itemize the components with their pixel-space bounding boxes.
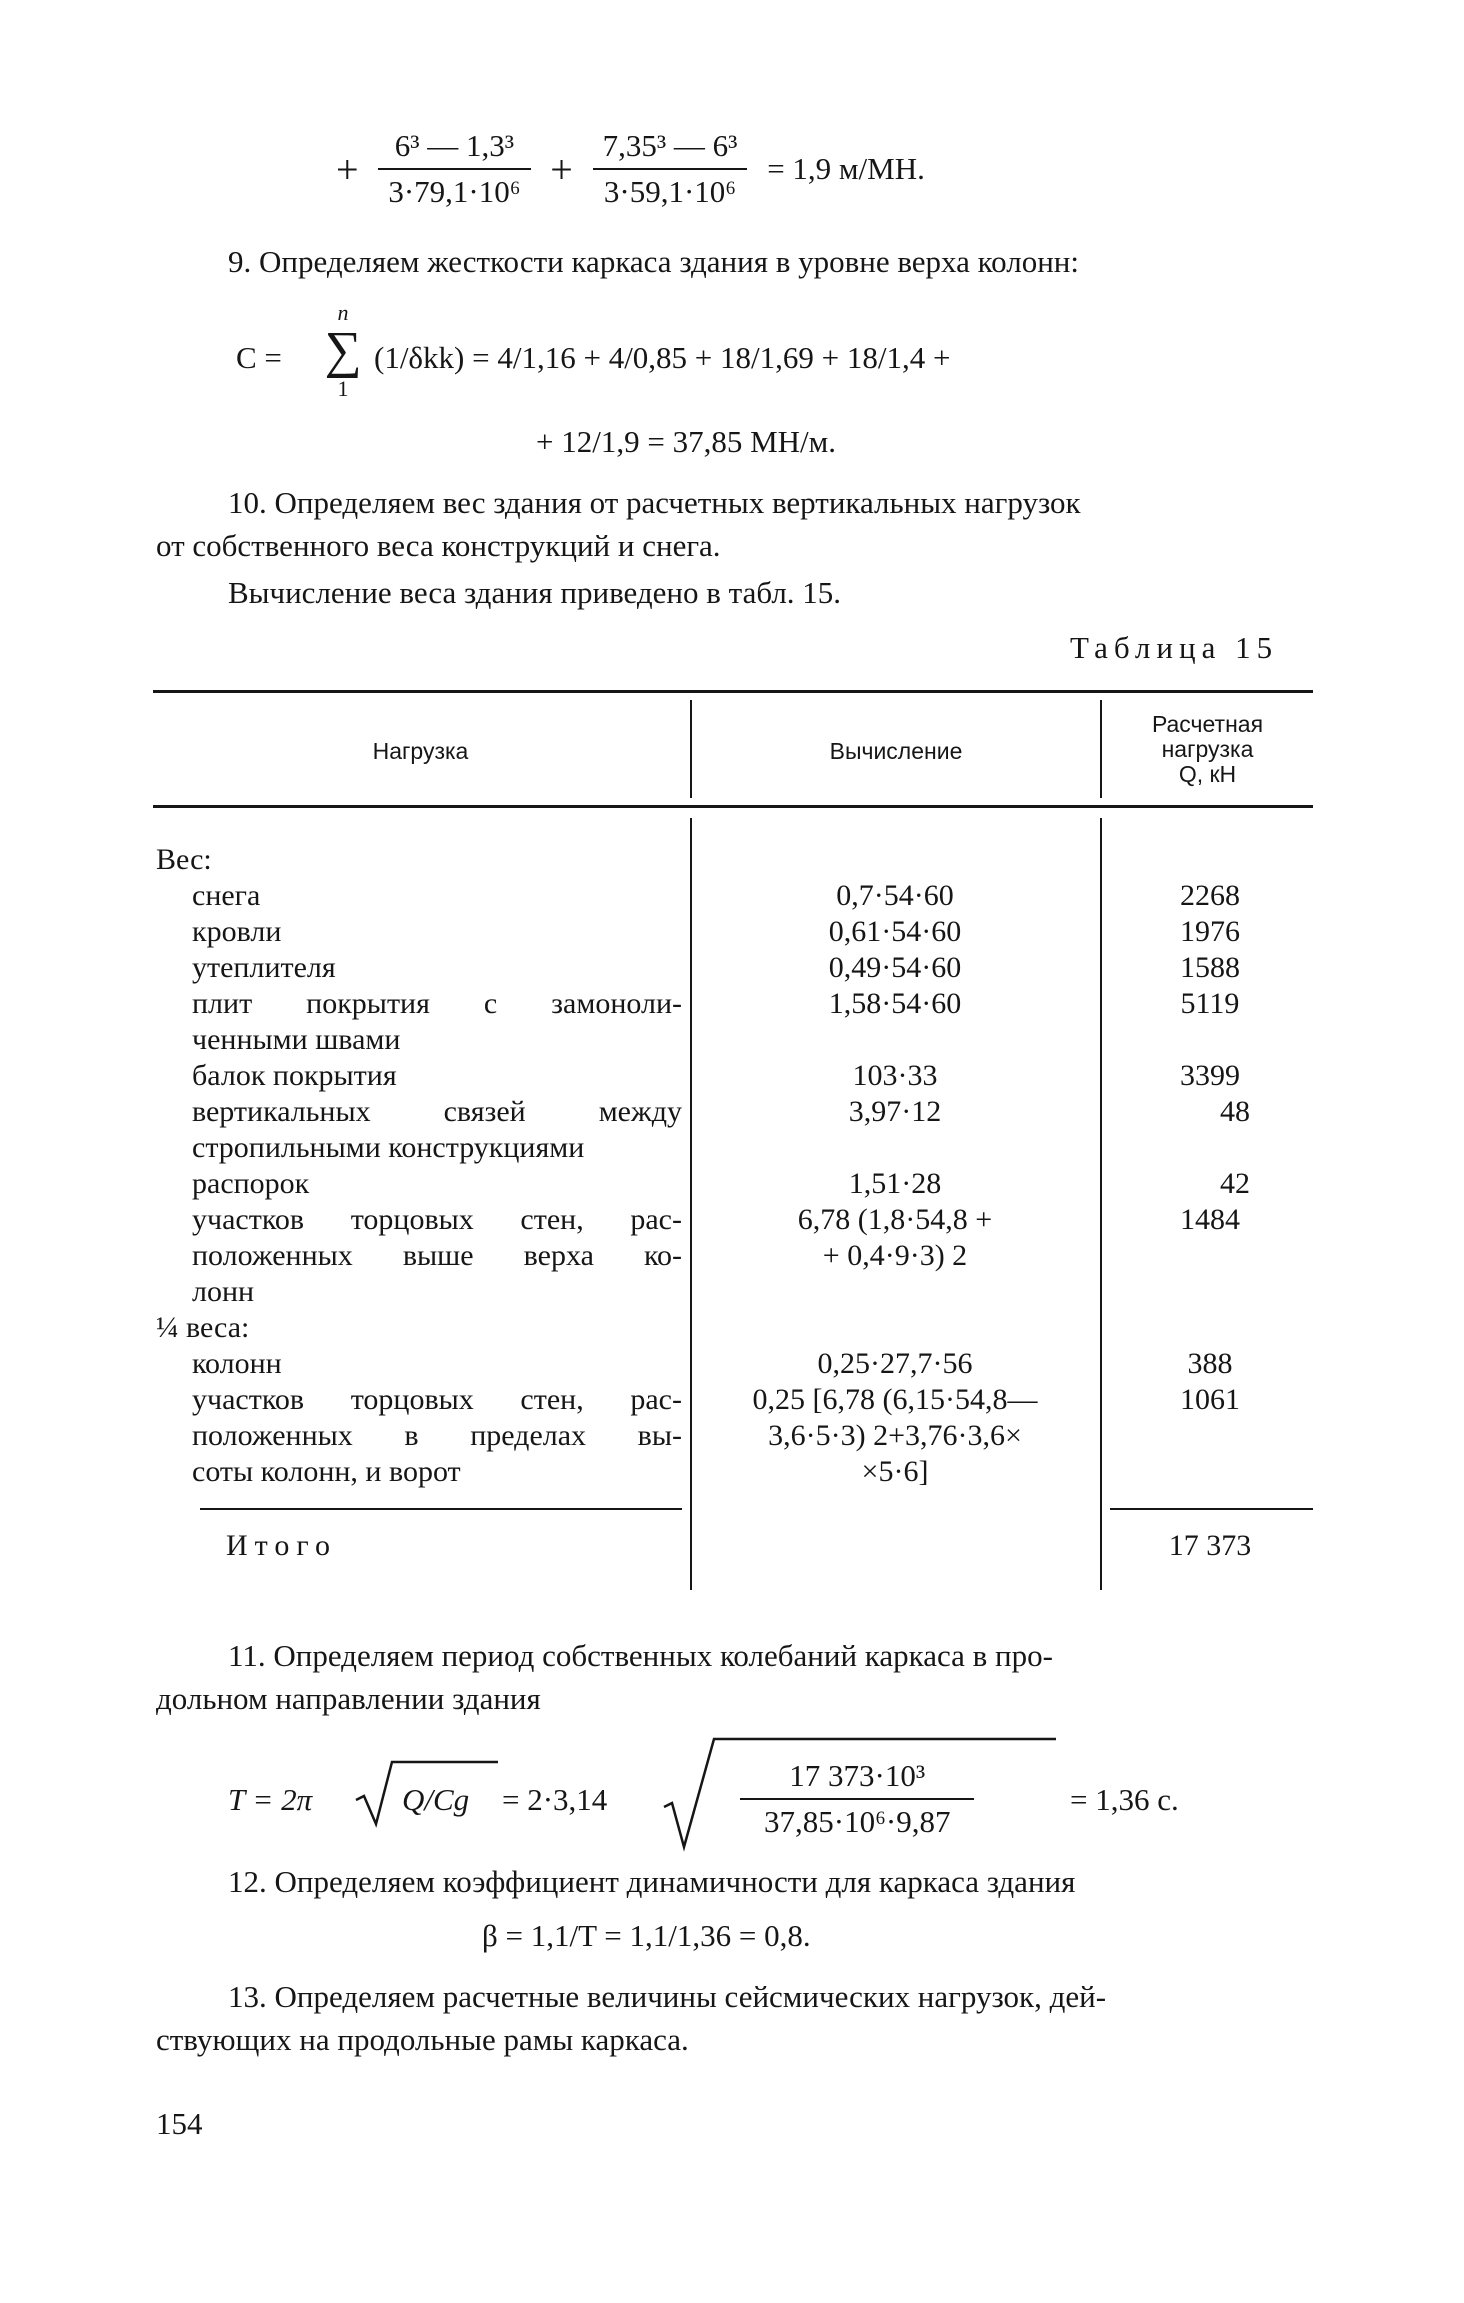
formula-result: = 1,9 м/МН.: [767, 151, 925, 186]
table-cell-q: 1588: [1180, 951, 1240, 984]
period-fraction-body: [740, 1758, 974, 1840]
period-formula-mid: = 2·3,14: [502, 1782, 608, 1817]
item-11-line-1: 11. Определяем период собственных колебаний каркаса в про-: [228, 1638, 1053, 1673]
table-header-design-load-line-3: Q, кН: [1178, 761, 1237, 787]
table-cell-q: 3399: [1180, 1059, 1240, 1092]
period-formula-left: T = 2π: [228, 1782, 313, 1817]
stiffness-formula-lhs: C =: [236, 340, 282, 375]
sigma-icon: ∑: [324, 322, 362, 379]
sum-symbol: [318, 302, 368, 400]
table-header-load: Нагрузка: [372, 738, 469, 764]
fraction-2: [593, 128, 748, 210]
table-header-design-load: [1102, 712, 1313, 787]
item-13-line-1: 13. Определяем расчетные величины сейсмических нагрузок, дей-: [228, 1979, 1107, 2014]
table-cell-load: ¼ веса:: [156, 1311, 250, 1344]
stiffness-formula-line-1: (1/δkk) = 4/1,16 + 4/0,85 + 18/1,69 + 18/1,4 +: [374, 340, 951, 375]
table-cell-q: 1976: [1180, 915, 1240, 948]
item-13-line-2: ствующих на продольные рамы каркаса.: [156, 2022, 689, 2057]
table-cell-load: колонн: [192, 1347, 282, 1380]
item-11-line-2: дольном направлении здания: [156, 1681, 541, 1716]
table-cell-load: снега: [192, 879, 261, 912]
table-cell-calc: 6,78 (1,8·54,8 +: [797, 1203, 993, 1236]
table-header-design-load-line-1: Расчетная: [1151, 711, 1264, 737]
period-sqrt-inner: Q/Cg: [402, 1782, 470, 1817]
table-cell-calc: 3,6·5·3) 2+3,76·3,6×: [768, 1419, 1022, 1452]
table-cell-calc: 3,97·12: [848, 1095, 942, 1128]
sum-upper-limit: n: [337, 300, 349, 325]
table-cell-calc: 0,61·54·60: [828, 915, 962, 948]
table-header-calculation: Вычисление: [829, 738, 963, 764]
table-cell-calc: 0,25·27,7·56: [817, 1347, 973, 1380]
table-cell-calc: 0,7·54·60: [836, 879, 954, 912]
fraction-1-denominator: 3·79,1·10⁶: [388, 174, 521, 209]
sum-lower-limit: 1: [337, 376, 349, 401]
plus-sign: +: [550, 146, 573, 192]
table-cell-calc: + 0,4·9·3) 2: [822, 1239, 968, 1272]
item-10-line-1: 10. Определяем вес здания от расчетных вертикальных нагрузок: [228, 485, 1081, 520]
table-cell-load: вертикальных связей между: [192, 1095, 682, 1128]
table-cell-calc: ×5·6]: [861, 1455, 929, 1488]
table-total-rule-3: [1110, 1508, 1313, 1510]
formula-top: [330, 128, 931, 210]
table-cell-load: Вес:: [156, 843, 212, 876]
table-cell-load: участков торцовых стен, рас-: [192, 1203, 682, 1236]
table-cell-load: балок покрытия: [192, 1059, 397, 1092]
item-10-line-2: от собственного веса конструкций и снега.: [156, 528, 721, 563]
table-cell-calc: 0,49·54·60: [828, 951, 962, 984]
dynamic-coefficient-formula: β = 1,1/T = 1,1/1,36 = 0,8.: [482, 1918, 811, 1953]
plus-sign: +: [336, 146, 359, 192]
table-cell-q: 5119: [1180, 987, 1240, 1020]
table-cell-calc: 1,51·28: [848, 1167, 942, 1200]
table-cell-q: 42: [1220, 1167, 1250, 1200]
table-cell-load: положенных в пределах вы-: [192, 1419, 682, 1452]
period-fraction-denominator: 37,85·10⁶·9,87: [764, 1804, 951, 1839]
table-cell-calc: 103·33: [852, 1059, 938, 1092]
table-total-label: Итого: [226, 1529, 337, 1562]
table-cell-q: 1061: [1180, 1383, 1240, 1416]
table-cell-load: соты колонн, и ворот: [192, 1455, 461, 1488]
table-cell-q: 2268: [1180, 879, 1240, 912]
stiffness-formula-line-2: + 12/1,9 = 37,85 МН/м.: [536, 424, 837, 459]
fraction-2-denominator: 3·59,1·10⁶: [603, 174, 737, 209]
table-cell-load: распорок: [192, 1167, 310, 1200]
table-cell-q: 388: [1187, 1347, 1233, 1380]
table-cell-load: положенных выше верха ко-: [192, 1239, 682, 1272]
table-cell-calc: 0,25 [6,78 (6,15·54,8—: [752, 1383, 1038, 1416]
table-cell-load: кровли: [192, 915, 282, 948]
table-cell-load: лонн: [192, 1275, 255, 1308]
table-top-rule: [153, 690, 1313, 693]
table-cell-q: 48: [1220, 1095, 1250, 1128]
table-column-divider-2-body: [1100, 818, 1102, 1590]
table-cell-load: ченными швами: [192, 1023, 401, 1056]
period-fraction-numerator: 17 373·10³: [740, 1758, 974, 1800]
fraction-1-numerator: 6³ — 1,3³: [378, 128, 530, 170]
item-10-line-3: Вычисление веса здания приведено в табл. 15.: [228, 575, 842, 610]
table-cell-load: стропильными конструкциями: [192, 1131, 585, 1164]
table-cell-load: утеплителя: [192, 951, 336, 984]
item-12-text: 12. Определяем коэффициент динамичности для каркаса здания: [228, 1864, 1076, 1899]
table-total-rule-1: [200, 1508, 682, 1510]
period-result: = 1,36 с.: [1070, 1782, 1179, 1817]
fraction-1: [378, 128, 530, 210]
table-cell-load: участков торцовых стен, рас-: [192, 1383, 682, 1416]
period-fraction: [740, 1758, 974, 1840]
page-number: 154: [156, 2106, 203, 2141]
table-title: Таблица 15: [1070, 630, 1279, 665]
item-9-text: 9. Определяем жесткости каркаса здания в уровне верха колонн:: [228, 244, 1080, 279]
fraction-2-numerator: 7,35³ — 6³: [593, 128, 748, 170]
table-cell-q: 1484: [1180, 1203, 1240, 1236]
table-total-value: 17 373: [1168, 1529, 1252, 1562]
table-header-design-load-line-2: нагрузка: [1161, 736, 1254, 762]
table-cell-calc: 1,58·54·60: [828, 987, 962, 1020]
table-header-rule: [153, 805, 1313, 808]
table-cell-load: плит покрытия с замоноли-: [192, 987, 682, 1020]
